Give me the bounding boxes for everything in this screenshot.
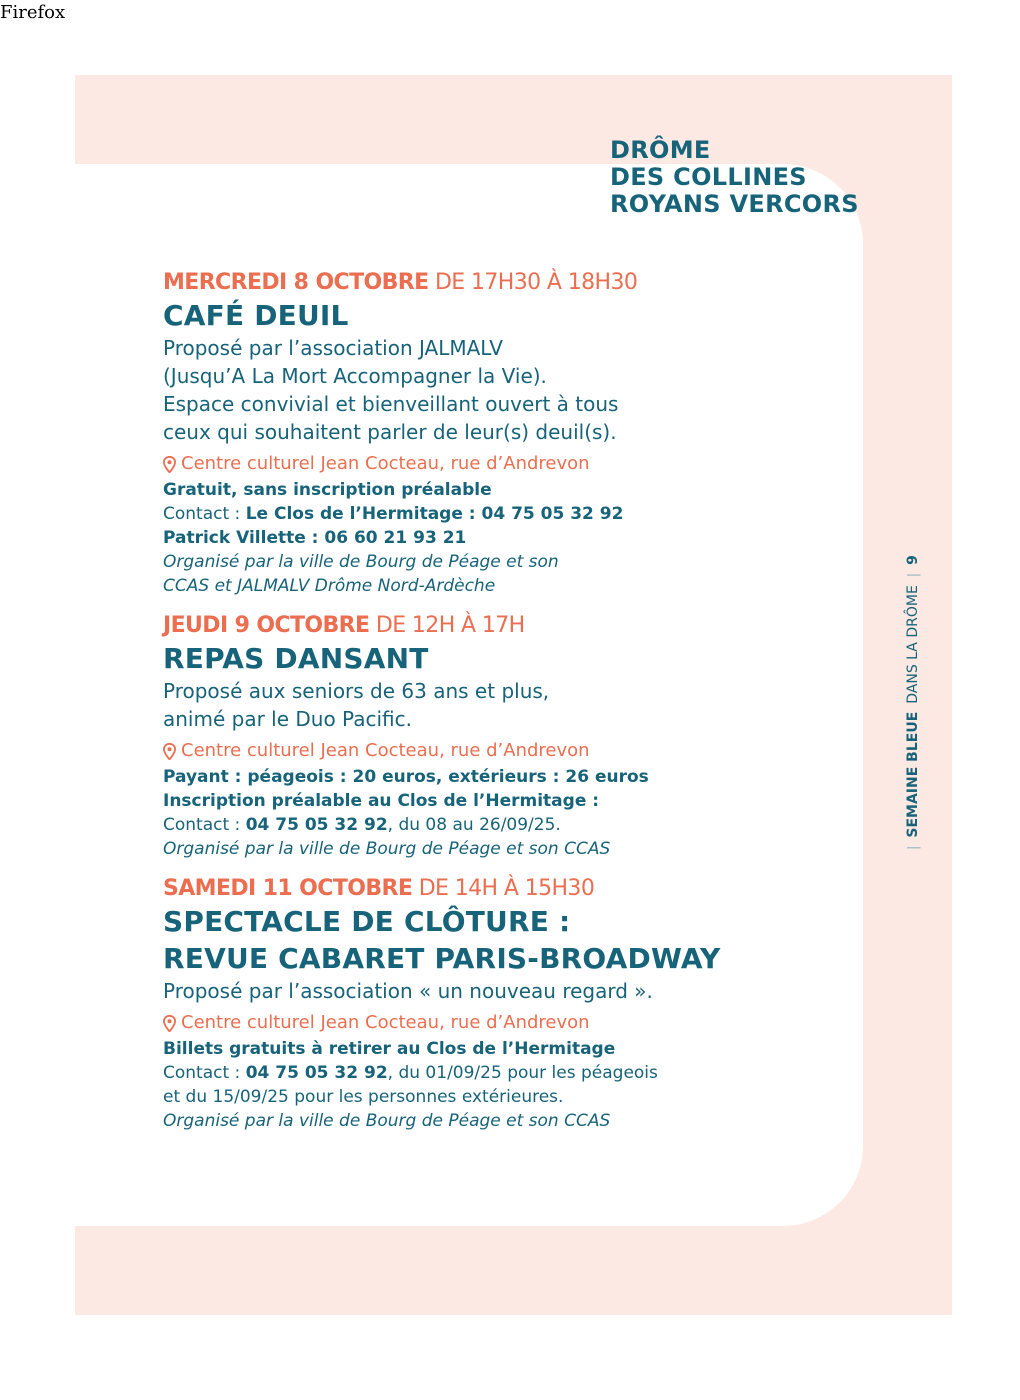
- map-pin-icon: [163, 743, 176, 760]
- event-location: [163, 1009, 783, 1037]
- event-organizer-line: Organisé par la ville de Bourg de Péage et son CCAS: [163, 1111, 611, 1131]
- event-description-line: Proposé par l’association JALMALV: [163, 336, 503, 360]
- contact-prefix: Contact :: [163, 815, 241, 835]
- event-description-line: (Jusqu’A La Mort Accompagner la Vie).: [163, 364, 547, 388]
- contact-prefix: Contact :: [163, 504, 241, 524]
- event-organizer: [163, 550, 783, 598]
- event-location-text: Centre culturel Jean Cocteau, rue d’Andrevon: [181, 453, 590, 474]
- region-title-line: ROYANS VERCORS: [610, 190, 859, 218]
- map-pin-icon: [163, 1015, 176, 1032]
- event-contact-continued: et du 15/09/25 pour les personnes extérieures.: [163, 1087, 564, 1107]
- event-title-line: CAFÉ DEUIL: [163, 299, 349, 332]
- side-label-separator: |: [905, 845, 921, 850]
- browser-app-label: Firefox: [0, 2, 66, 23]
- event-day: JEUDI 9 OCTOBRE: [163, 613, 370, 638]
- event-contact: [163, 813, 783, 837]
- event-description: [163, 334, 783, 446]
- event-description: [163, 977, 783, 1005]
- event-price-info: Payant : péageois : 20 euros, extérieurs : 26 euros: [163, 767, 649, 787]
- region-title-line: DES COLLINES: [610, 163, 807, 191]
- event-description-line: ceux qui souhaitent parler de leur(s) deuil(s).: [163, 420, 617, 444]
- event-description-line: Proposé aux seniors de 63 ans et plus,: [163, 679, 550, 703]
- event-date: [163, 875, 783, 903]
- event-organizer-line: CCAS et JALMALV Drôme Nord-Ardèche: [163, 576, 496, 596]
- contact-detail: Le Clos de l’Hermitage : 04 75 05 32 92: [245, 504, 624, 524]
- event-date: [163, 612, 783, 640]
- event-organizer-line: Organisé par la ville de Bourg de Péage et son CCAS: [163, 839, 611, 859]
- event-description-line: Proposé par l’association « un nouveau regard ».: [163, 979, 653, 1003]
- contact-suffix: , du 01/09/25 pour les péageois: [387, 1063, 658, 1083]
- event-title-line: REVUE CABARET PARIS-BROADWAY: [163, 942, 721, 975]
- event-day: SAMEDI 11 OCTOBRE: [163, 876, 413, 901]
- event-contact-secondary: Patrick Villette : 06 60 21 93 21: [163, 528, 467, 548]
- contact-prefix: Contact :: [163, 1063, 241, 1083]
- contact-phone: 04 75 05 32 92: [245, 1063, 388, 1083]
- event-time: DE 17H30 À 18H30: [434, 270, 638, 295]
- event-title-line: SPECTACLE DE CLÔTURE :: [163, 905, 571, 938]
- side-label-separator: |: [905, 572, 921, 578]
- event-location-text: Centre culturel Jean Cocteau, rue d’Andrevon: [181, 740, 590, 761]
- map-pin-icon: [163, 456, 176, 473]
- event-contact: [163, 502, 783, 526]
- event-registration-info: Inscription préalable au Clos de l’Hermitage :: [163, 791, 600, 811]
- region-title-line: DRÔME: [610, 136, 711, 164]
- brochure-page: [75, 75, 952, 1315]
- event-organizer-line: Organisé par la ville de Bourg de Péage et son: [163, 552, 559, 572]
- event-title: [163, 297, 783, 334]
- event-location: [163, 737, 783, 765]
- event-contact: [163, 1061, 783, 1085]
- event-item: [163, 612, 783, 861]
- event-description-line: animé par le Duo Pacific.: [163, 707, 412, 731]
- event-list: [163, 269, 783, 1147]
- page-number: 9: [905, 555, 921, 565]
- event-description-line: Espace convivial et bienveillant ouvert à tous: [163, 392, 619, 416]
- event-item: [163, 875, 783, 1133]
- event-location-text: Centre culturel Jean Cocteau, rue d’Andrevon: [181, 1012, 590, 1033]
- event-time: DE 14H À 15H30: [418, 876, 595, 901]
- event-date: [163, 269, 783, 297]
- event-description: [163, 677, 783, 733]
- event-day: MERCREDI 8 OCTOBRE: [163, 270, 429, 295]
- event-item: [163, 269, 783, 598]
- event-price-info: Billets gratuits à retirer au Clos de l’Hermitage: [163, 1039, 616, 1059]
- event-time: DE 12H À 17H: [375, 613, 525, 638]
- event-title: [163, 640, 783, 677]
- event-organizer: [163, 1109, 783, 1133]
- event-organizer: [163, 837, 783, 861]
- side-label-strong: SEMAINE BLEUE: [905, 711, 921, 838]
- event-location: [163, 450, 783, 478]
- contact-suffix: , du 08 au 26/09/25.: [387, 815, 561, 835]
- contact-phone: 04 75 05 32 92: [245, 815, 388, 835]
- event-title: [163, 903, 783, 977]
- event-title-line: REPAS DANSANT: [163, 642, 429, 675]
- region-title: [610, 137, 859, 218]
- side-label-rest: DANS LA DRÔME: [905, 585, 921, 704]
- event-price-info: Gratuit, sans inscription préalable: [163, 480, 492, 500]
